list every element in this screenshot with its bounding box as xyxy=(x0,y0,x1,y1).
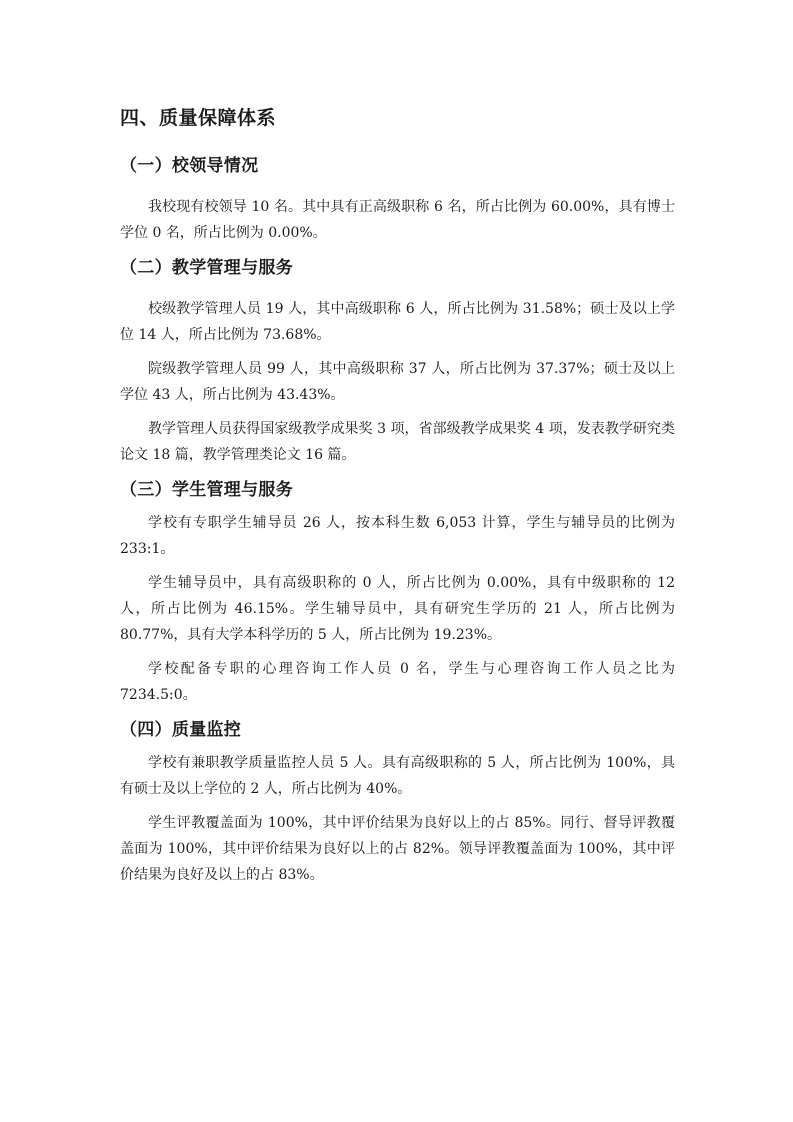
section-heading: （四）质量监控 xyxy=(120,720,242,740)
section-school-leaders xyxy=(120,152,675,246)
paragraph: 学校配备专职的心理咨询工作人员 0 名，学生与心理咨询工作人员之比为 7234.5:0。 xyxy=(120,661,675,703)
paragraph: 院级教学管理人员 99 人，其中高级职称 37 人，所占比例为 37.37%；硕士及以上学位 43 人，所占比例为 43.43%。 xyxy=(120,361,675,403)
paragraph: 教学管理人员获得国家级教学成果奖 3 项，省部级教学成果奖 4 项，发表教学研究类论文 18 篇，教学管理类论文 16 篇。 xyxy=(120,421,675,463)
section-heading: （三）学生管理与服务 xyxy=(120,480,293,500)
section-teaching-management xyxy=(120,254,675,468)
page-title: 四、质量保障体系 xyxy=(120,107,277,129)
section-student-management xyxy=(120,476,675,708)
paragraph: 我校现有校领导 10 名。其中具有正高级职称 6 名，所占比例为 60.00%，具有博士学位 0 名，所占比例为 0.00%。 xyxy=(120,199,675,241)
section-heading: （二）教学管理与服务 xyxy=(120,258,293,278)
section-heading: （一）校领导情况 xyxy=(120,156,259,176)
paragraph: 学生辅导员中，具有高级职称的 0 人，所占比例为 0.00%，具有中级职称的 12 人，所占比例为 46.15%。学生辅导员中，具有研究生学历的 21 人，所占比例为 80.77%，具有大学本科学历的 5 人，所占比例为 19.23%。 xyxy=(120,575,675,643)
document-body xyxy=(120,100,675,896)
paragraph: 学校有兼职教学质量监控人员 5 人。具有高级职称的 5 人，所占比例为 100%，具有硕士及以上学位的 2 人，所占比例为 40%。 xyxy=(120,755,675,797)
paragraph: 学生评教覆盖面为 100%，其中评价结果为良好以上的占 85%。同行、督导评教覆盖面为 100%，其中评价结果为良好以上的占 82%。领导评教覆盖面为 100%，其中评价结果为良好及以上的占 83%。 xyxy=(120,815,675,883)
paragraph: 学校有专职学生辅导员 26 人，按本科生数 6,053 计算，学生与辅导员的比例为 233:1。 xyxy=(120,515,675,557)
section-quality-monitoring xyxy=(120,716,675,888)
paragraph: 校级教学管理人员 19 人，其中高级职称 6 人，所占比例为 31.58%；硕士及以上学位 14 人，所占比例为 73.68%。 xyxy=(120,301,675,343)
